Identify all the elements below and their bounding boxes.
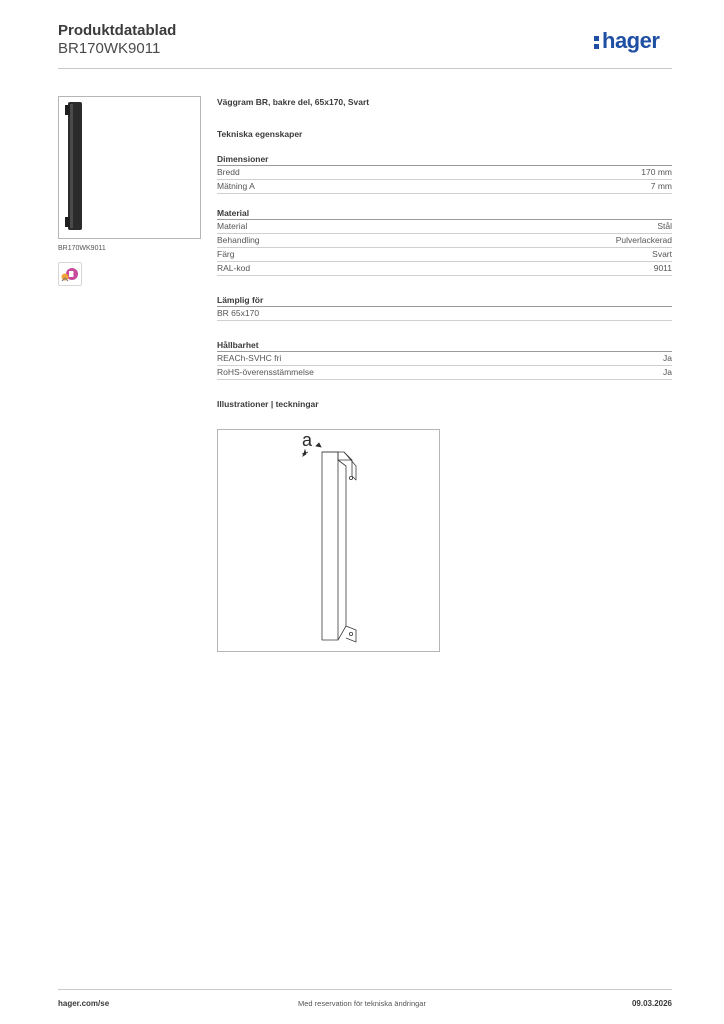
spec-value: 170 mm — [641, 167, 672, 177]
spec-label: Mätning A — [217, 181, 255, 191]
footer-divider — [58, 989, 672, 990]
spec-row — [217, 166, 672, 180]
product-title: Väggram BR, bakre del, 65x170, Svart — [217, 97, 370, 107]
spec-value: Pulverlackerad — [615, 235, 672, 245]
spec-value: 9011 — [653, 263, 672, 273]
spec-label: REACh-SVHC fri — [217, 353, 282, 363]
spec-value: Ja — [663, 353, 672, 363]
spec-label: BR 65x170 — [217, 308, 260, 318]
technical-properties-heading: Tekniska egenskaper — [217, 129, 303, 139]
product-image — [58, 96, 201, 239]
product-code: BR170WK9011 — [58, 40, 161, 57]
footer-date: 09.03.2026 — [631, 999, 672, 1008]
spec-row — [217, 262, 672, 276]
footer-disclaimer: Med reservation för tekniska ändringar — [298, 999, 426, 1008]
group-heading: Dimensioner — [217, 153, 672, 166]
spec-label: Färg — [217, 249, 235, 259]
spec-row — [217, 366, 672, 380]
logo-dots-icon — [594, 33, 600, 49]
spec-row — [217, 352, 672, 366]
frame-line-drawing-icon — [218, 430, 439, 651]
header-divider — [58, 68, 672, 69]
spec-group-sustainability — [217, 339, 672, 380]
spec-row — [217, 307, 672, 321]
spec-label: Material — [217, 221, 248, 231]
illustrations-heading: Illustrationer | teckningar — [217, 399, 319, 409]
spec-value: Ja — [663, 367, 672, 377]
page-title: Produktdatablad — [58, 22, 177, 39]
spec-group-dimensions — [217, 153, 672, 194]
spec-value: Stål — [657, 221, 672, 231]
hager-logo — [594, 28, 659, 54]
group-heading: Hållbarhet — [217, 339, 672, 352]
footer-website-link[interactable]: hager.com/se — [58, 999, 110, 1008]
spec-label: RoHS-överensstämmelse — [217, 367, 314, 377]
technical-drawing — [217, 429, 440, 652]
image-caption: BR170WK9011 — [58, 245, 106, 252]
spec-label: RAL-kod — [217, 263, 251, 273]
spec-row — [217, 180, 672, 194]
main-content — [217, 97, 672, 415]
spec-label: Behandling — [217, 235, 260, 245]
dimension-label: a — [302, 430, 313, 450]
spec-value: 7 mm — [650, 181, 672, 191]
group-heading: Lämplig för — [217, 294, 672, 307]
spec-row — [217, 220, 672, 234]
spec-group-material — [217, 207, 672, 276]
sustainability-badge-icon[interactable] — [58, 262, 82, 286]
spec-value: Svart — [652, 249, 672, 259]
spec-row — [217, 234, 672, 248]
wall-frame-photo-icon — [59, 97, 200, 238]
spec-row — [217, 248, 672, 262]
group-heading: Material — [217, 207, 672, 220]
spec-group-suitable-for — [217, 294, 672, 321]
spec-label: Bredd — [217, 167, 240, 177]
logo-text: hager — [602, 28, 660, 53]
